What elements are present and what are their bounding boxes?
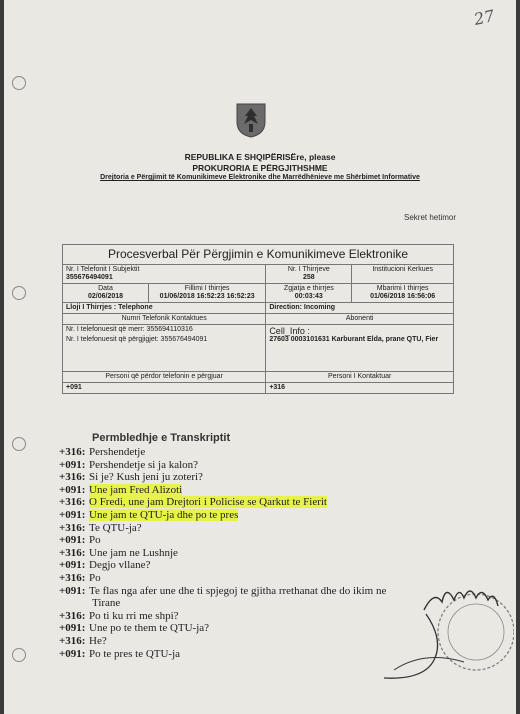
utterance-text: Te flas nga afer une dhe ti spjegoj te gjitha rrethanat dhe do ikim ne	[89, 584, 387, 597]
call-type: Lloji I Thirrjes : Telephone	[63, 303, 266, 314]
signature-and-stamp	[364, 570, 514, 690]
transcript-line	[59, 585, 386, 598]
subject-phone-cell	[63, 265, 266, 284]
speaker-id: +316:	[59, 634, 86, 647]
start-label: Fillimi I thirrjes	[184, 285, 230, 292]
transcript-line	[59, 534, 386, 547]
transcript-line	[59, 484, 386, 497]
end-label: Mbarimi I thirrjes	[376, 285, 429, 292]
utterance-text: Po	[89, 534, 101, 547]
utterance-text: Pershendetje si ja kalon?	[89, 458, 199, 471]
transcript-line	[59, 509, 386, 522]
highlighted-utterance: O Fredi, une jam Drejtori i Policise se Qarkut te Fierit	[89, 496, 327, 509]
start-value: 01/06/2018 16:52:23 16:52:23	[159, 293, 255, 300]
utterance-text: Po	[89, 571, 101, 584]
transcript-line	[59, 547, 386, 560]
transcript-line	[59, 648, 386, 661]
transcript-line	[59, 597, 386, 610]
utterance-text: Tirane	[92, 597, 121, 610]
institution-label: Institucioni Kerkues	[372, 266, 434, 273]
subscribers-label: Abonenti	[266, 314, 454, 325]
header-directorate: Drejtoria e Përgjimit të Komunikimeve Elektronike dhe Marrëdhënieve me Shërbimet Informative	[100, 174, 420, 181]
speaker-id: +316:	[59, 571, 86, 584]
speaker-id: +091:	[59, 647, 86, 660]
date-cell	[63, 284, 149, 303]
utterance-text: Po ti ku rri me shpi?	[89, 609, 179, 622]
sender-number: Nr. I telefonuesit që përgjigjet: 355676494091	[66, 336, 208, 343]
end-value: 01/06/2018 16:56:06	[370, 293, 436, 300]
contact-number-label: Numri Telefonik Kontaktues	[63, 314, 266, 325]
utterance-text: Une po te them te QTU-ja?	[89, 622, 210, 635]
speaker-id: +091:	[59, 622, 86, 635]
speaker-id: +091:	[59, 458, 86, 471]
subject-phone-value: 355676494091	[66, 274, 113, 281]
duration-label: Zgjatja e thirrjes	[283, 285, 334, 292]
transcript-line	[59, 635, 386, 648]
duration-cell	[266, 284, 352, 303]
transcript-line	[59, 622, 386, 635]
cell-info-label: Cell_Info :	[269, 326, 310, 336]
speaker-id: +091:	[59, 508, 86, 521]
date-value: 02/06/2018	[87, 293, 124, 300]
phone-numbers-cell	[63, 325, 266, 372]
utterance-text: Te QTU-ja?	[89, 521, 142, 534]
duration-value: 00:03:43	[294, 293, 323, 300]
call-number-cell	[266, 265, 352, 284]
contact-person-value: +316	[266, 383, 454, 394]
utterance-text: Degjo vllane?	[89, 559, 151, 572]
utterance-text: Si je? Kush jeni ju zoteri?	[89, 471, 203, 484]
speaker-id: +316:	[59, 496, 86, 509]
speaker-id: +091:	[59, 534, 86, 547]
form-title: Procesverbal Për Përgjimin e Komunikimeve Elektronike	[63, 245, 454, 265]
coat-of-arms-emblem	[234, 102, 268, 138]
end-cell	[352, 284, 454, 303]
transcript-line	[59, 610, 386, 623]
speaker-id: +091:	[59, 559, 86, 572]
transcript-line	[59, 446, 386, 459]
cell-info-value: 27603 0003101631 Karburant Elda, prane QTU, Fier	[269, 336, 439, 343]
binder-hole	[12, 286, 26, 300]
speaker-id: +316:	[59, 546, 86, 559]
classification-label: Sekret hetimor	[404, 213, 457, 222]
cell-info-cell	[266, 325, 454, 372]
transcript-lines	[59, 446, 386, 660]
transcript-line	[59, 471, 386, 484]
institution-cell	[352, 265, 454, 284]
speaker-id: +316:	[59, 471, 86, 484]
transcript-line	[59, 459, 386, 472]
speaker-id: +316:	[59, 609, 86, 622]
speaker-id: +091:	[59, 483, 86, 496]
page-number: 27	[472, 6, 497, 29]
highlighted-utterance: Une jam Fred Alizoti	[89, 483, 183, 496]
subject-phone-label: Nr. I Telefonit I Subjektit	[66, 266, 140, 273]
transcript-line	[59, 522, 386, 535]
transcript-line	[59, 559, 386, 572]
header-republic: REPUBLIKA E SHQIPËRISËre, please	[184, 152, 336, 162]
utterance-text: He?	[89, 634, 107, 647]
utterance-text: Pershendetje	[89, 446, 146, 458]
intercept-record-table	[62, 244, 454, 394]
speaker-id: +316:	[59, 521, 86, 534]
transcript-line	[59, 572, 386, 585]
binder-hole	[12, 648, 26, 662]
utterance-text: Une jam ne Lushnje	[89, 546, 178, 559]
date-label: Data	[98, 285, 113, 292]
highlighted-utterance: Une jam te QTU-ja dhe po te pres	[89, 508, 239, 521]
call-number-label: Nr. I Thirrjeve	[287, 266, 330, 273]
binder-hole	[12, 437, 26, 451]
call-number-value: 258	[302, 274, 315, 281]
binder-hole	[12, 76, 26, 90]
contact-person-label: Personi I Kontaktuar	[266, 372, 454, 383]
utterance-text: Po te pres te QTU-ja	[89, 647, 181, 660]
document-page	[4, 0, 516, 714]
person-using-value: +091	[63, 383, 266, 394]
transcript-line	[59, 496, 386, 509]
transcript-summary-title: Permbledhje e Transkriptit	[92, 432, 231, 444]
receiver-number: Nr. I telefonuesit që merr: 355694110316	[66, 326, 193, 333]
call-direction: Direction: Incoming	[266, 303, 454, 314]
speaker-id: +091:	[59, 584, 86, 597]
person-using-label: Personi që përdor telefonin e përgjuar	[63, 372, 266, 383]
header-prosecution: PROKURORIA E PËRGJITHSHME	[192, 163, 328, 173]
start-cell	[149, 284, 266, 303]
speaker-id: +316:	[59, 446, 86, 458]
